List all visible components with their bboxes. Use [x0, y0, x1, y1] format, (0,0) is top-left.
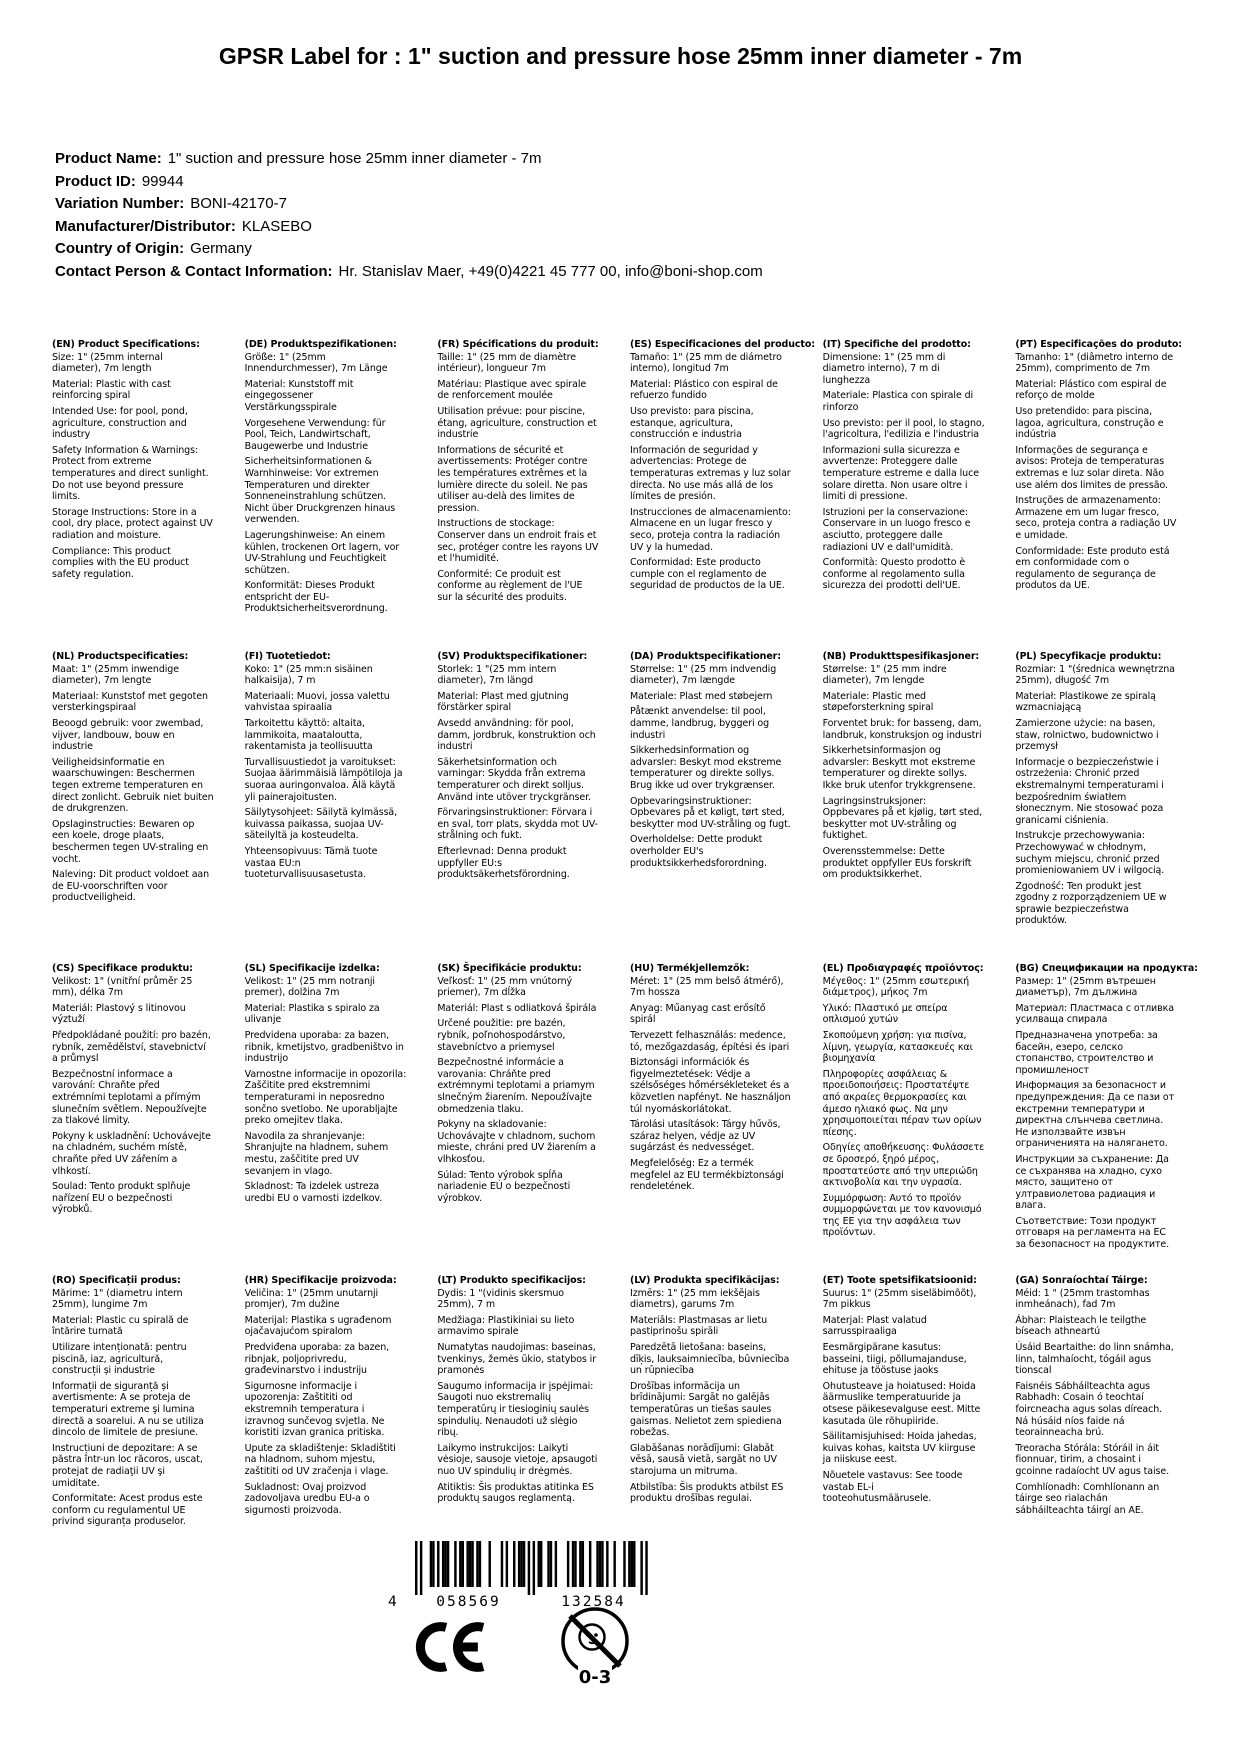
spec-block-pl [1015, 651, 1177, 963]
spec-paragraph: Předpokládané použití: pro bazén, rybník, zemědělství, stavebnictví a průmysl [52, 1029, 211, 1065]
barcode-digit-group-right: 132584 [561, 1594, 626, 1610]
barcode-digit-group-left: 058569 [436, 1594, 501, 1610]
spec-paragraph: Materiale: Plast med støbejern [630, 690, 773, 702]
spec-paragraph: Suurus: 1" (25mm siseläbimõõt), 7m pikkus [822, 1287, 977, 1311]
spec-block-en [52, 339, 214, 651]
spec-paragraph: Uso previsto: per il pool, lo stagno, l'agricoltura, l'edilizia e l'industria [822, 417, 985, 441]
spec-paragraph: Materjal: Plast valatud sarrusspiraaliga [822, 1314, 927, 1338]
spec-heading: (LT) Produkto specifikacijos: [437, 1275, 586, 1286]
spec-paragraph: Συμμόρφωση: Αυτό το προϊόν συμμορφώνεται με τον κανονισμό της ΕΕ για την ασφάλεια των προϊόντων. [822, 1192, 982, 1239]
spec-block-et [823, 1275, 985, 1587]
spec-paragraph: Predvidena uporaba: za bazen, ribnik, kmetijstvo, gradbeništvo in industrijo [244, 1029, 404, 1065]
spec-paragraph: Informações de segurança e avisos: Proteja de temperaturas extremas e luz solar direta. Não use além dos limites de pressão. [1015, 444, 1168, 491]
spec-paragraph: Lagerungshinweise: An einem kühlen, trockenen Ort lagern, vor UV-Strahlung und Feuchtigkeit schützen. [244, 529, 400, 576]
spec-paragraph: Инструкции за съхранение: Да се съхранява на хладно, сухо място, защитено от ултравиолетова радиация и влага. [1015, 1153, 1169, 1212]
spec-paragraph: Tamaño: 1" (25 mm de diámetro interno), longitud 7m [630, 351, 782, 375]
spec-paragraph: Tarkoitettu käyttö: altaita, lammikoita, maataloutta, rakentamista ja teollisuutta [244, 717, 373, 753]
spec-heading: (SK) Špecifikácie produktu: [437, 963, 582, 974]
spec-paragraph: Naleving: Dit product voldoet aan de EU-voorschriften voor productveiligheid. [52, 869, 210, 904]
spec-block-nb [823, 651, 985, 963]
spec-paragraph: Dydis: 1 "(vidinis skersmuo 25mm), 7 m [437, 1287, 565, 1311]
spec-heading: (SL) Specifikacije izdelka: [244, 963, 380, 974]
spec-paragraph: Υλικό: Πλαστικό με σπείρα οπλισμού χυτών [822, 1002, 948, 1026]
spec-block-bg [1015, 963, 1198, 1275]
spec-paragraph: Material: Kunststoff mit eingegossener Verstärkungsspirale [244, 378, 354, 413]
spec-paragraph: Material: Plastic cu spirală de întărire turnată [52, 1314, 189, 1338]
spec-paragraph: Размер: 1" (25mm вътрешен диаметър), 7m дължина [1015, 975, 1156, 999]
spec-paragraph: Conformità: Questo prodotto è conforme al regolamento sulla sicurezza dei prodotti dell'UE. [822, 557, 966, 592]
spec-paragraph: Förvaringsinstruktioner: Förvara i en sval, torr plats, skydda mot UV-strålning och fukt. [437, 807, 598, 842]
spec-heading: (BG) Спецификации на продукта: [1015, 963, 1198, 974]
spec-paragraph: Tervezett felhasználás: medence, tó, mezőgazdaság, építési és ipari [630, 1029, 790, 1053]
spec-paragraph: Sukladnost: Ovaj proizvod zadovoljava uredbu EU-a o sigurnosti proizvoda. [244, 1481, 370, 1516]
spec-paragraph: Utilizare intenționată: pentru piscină, iaz, agricultură, construcții și industrie [52, 1341, 187, 1377]
spec-paragraph: Utilisation prévue: pour piscine, étang, agriculture, construction et industrie [437, 405, 597, 441]
spec-paragraph: Varnostne informacije in opozorila: Zaščitite pred ekstremnimi temperaturami in neposredno sončno svetlobo. Ne uporabljajte preko omejitev tlaka. [244, 1068, 407, 1127]
spec-paragraph: Dimensione: 1" (25 mm di diametro interno), 7 m di lunghezza [822, 351, 946, 386]
spec-paragraph: Skladnost: Ta izdelek ustreza uredbi EU o varnosti izdelkov. [244, 1181, 383, 1204]
spec-paragraph: Información de seguridad y advertencias: Protege de temperaturas extremas y luz solar directa. No use más allá de los límites de presión. [630, 444, 791, 503]
info-label: Manufacturer/Distributor: [55, 217, 236, 235]
spec-paragraph: Materiale: Plastic med støpeforsterkning spiral [822, 690, 934, 714]
info-value: KLASEBO [241, 217, 312, 235]
spec-paragraph: Størrelse: 1" (25 mm indvendig diameter), 7m længde [630, 663, 777, 687]
spec-paragraph: Material: Plástico con espiral de refuerzo fundido [630, 378, 778, 402]
barcode [415, 1541, 648, 1600]
spec-paragraph: Nõuetele vastavus: See toode vastab EL-i tooteohutusmäärusele. [822, 1469, 963, 1505]
spec-paragraph: Istruzioni per la conservazione: Conservare in un luogo fresco e asciutto, proteggere dalle radiazioni UV e dall'umidità. [822, 506, 971, 553]
spec-paragraph: Materiaal: Kunststof met gegoten versterkingspiraal [52, 690, 208, 714]
spec-paragraph: Instruções de armazenamento: Armazene em um lugar fresco, seco, proteja contra a radiação UV e umidade. [1015, 495, 1177, 541]
spec-paragraph: Påtænkt anvendelse: til pool, damme, landbrug, byggeri og industri [630, 706, 770, 741]
spec-paragraph: Uso previsto: para piscina, estanque, agricultura, construcción e industria [630, 405, 754, 441]
spec-block-es [630, 339, 815, 651]
spec-paragraph: Avsedd användning: för pool, damm, jordbruk, konstruktion och industri [437, 717, 596, 753]
spec-paragraph: Materiāls: Plastmasas ar lietu pastiprinošu spirāli [630, 1314, 768, 1338]
info-row [55, 171, 763, 194]
page-title-text: GPSR Label for : 1" suction and pressure hose 25mm inner diameter - 7m [218, 43, 1023, 69]
spec-paragraph: Säilitamisjuhised: Hoida jahedas, kuivas kohas, kaitsta UV kiirguse ja niiskuse eest. [822, 1431, 977, 1466]
spec-paragraph: Materiaali: Muovi, jossa valettu vahvistaa spiraalia [244, 690, 390, 714]
spec-paragraph: Paredzētā lietošana: baseins, dīķis, lauksaimniecība, būvniecība un rūpniecība [630, 1341, 790, 1377]
spec-heading: (RO) Specificații produs: [52, 1275, 181, 1286]
spec-paragraph: Instructions de stockage: Conserver dans un endroit frais et sec, protéger contre les rayons UV et l'humidité. [437, 518, 599, 565]
spec-paragraph: Navodila za shranjevanje: Shranjujte na hladnem, suhem mestu, zaščitite pred UV sevanjem in vlago. [244, 1130, 389, 1177]
spec-paragraph: Anyag: Műanyag cast erősítő spirál [630, 1002, 766, 1026]
spec-paragraph: Материал: Пластмаса с отливка усилваща спирала [1015, 1002, 1174, 1026]
spec-paragraph: Overholdelse: Dette produkt overholder EU's produktsikkerhedsforordning. [630, 834, 767, 869]
spec-heading: (HR) Specifikacije proizvoda: [244, 1275, 397, 1286]
spec-paragraph: Megfelelőség: Ez a termék megfelel az EU termékbiztonsági rendeletének. [630, 1157, 784, 1193]
info-row [55, 261, 763, 284]
spec-block-pt [1015, 339, 1183, 651]
spec-paragraph: Zamierzone użycie: na basen, staw, rolnictwo, budownictwo i przemysł [1015, 717, 1159, 753]
spec-heading: (HU) Termékjellemzők: [630, 963, 750, 974]
spec-paragraph: Съответствие: Този продукт отговаря на регламента на ЕС за безопасност на продуктите. [1015, 1215, 1170, 1251]
spec-block-el [823, 963, 985, 1275]
spec-paragraph: Tamanho: 1" (diâmetro interno de 25mm), comprimento de 7m [1015, 351, 1174, 375]
info-value: Hr. Stanislav Maer, +49(0)4221 45 777 00, info@boni-shop.com [338, 262, 763, 280]
spec-heading: (PL) Specyfikacje produktu: [1015, 651, 1162, 662]
spec-paragraph: Bezpečnostní informace a varování: Chraňte před extrémními teplotami a přímým slunečním světlem. Nepoužívejte za tlakové limity. [52, 1068, 207, 1127]
spec-paragraph: Pokyny na skladovanie: Uchovávajte v chladnom, suchom mieste, chráni pred UV žiarením a vlhkosťou. [437, 1119, 596, 1165]
info-value: 99944 [141, 172, 184, 190]
spec-paragraph: Méid: 1 " (25mm trastomhas inmheánach), fad 7m [1015, 1287, 1150, 1311]
page-title [0, 42, 1241, 71]
spec-paragraph: Größe: 1" (25mm Innendurchmesser), 7m Länge [244, 351, 388, 375]
spec-heading: (NL) Productspecificaties: [52, 651, 189, 662]
info-label: Product ID: [55, 172, 136, 190]
spec-paragraph: Vorgesehene Verwendung: für Pool, Teich, Landwirtschaft, Baugewerbe und Industrie [244, 417, 386, 452]
spec-paragraph: Veľkosť: 1" (25 mm vnútorný priemer), 7m dĺžka [437, 975, 573, 999]
spec-paragraph: Μέγεθος: 1" (25mm εσωτερική διάμετρος), μήκος 7m [822, 975, 970, 999]
spec-paragraph: Pokyny k uskladnění: Uchovávejte na chladném, suchém místě, chraňte před UV zářením a vlhkostí. [52, 1130, 211, 1177]
spec-paragraph: Určené použitie: pre bazén, rybník, poľnohospodárstvo, stavebníctvo a priemysel [437, 1018, 566, 1053]
info-label: Contact Person & Contact Information: [55, 262, 333, 280]
info-label: Variation Number: [55, 195, 185, 212]
spec-block-cs [52, 963, 214, 1275]
spec-paragraph: Efterlevnad: Denna produkt uppfyller EU:s produktsäkerhetsförordning. [437, 845, 570, 881]
info-value: BONI-42170-7 [190, 195, 287, 212]
spec-paragraph: Säilytysohjeet: Säilytä kylmässä, kuivassa paikassa, suojaa UV-säteilyltä ja kosteudelta. [244, 807, 398, 842]
spec-paragraph: Uso pretendido: para piscina, lagoa, agricultura, construção e indústria [1015, 405, 1164, 441]
spec-paragraph: Treoracha Stórála: Stóráil in áit fionnuar, tirim, a chosaint i gcoinne radaíocht UV agus taise. [1015, 1442, 1170, 1477]
info-label: Country of Origin: [55, 240, 185, 257]
spec-paragraph: Saugumo informacija ir įspėjimai: Saugoti nuo ekstremalių temperatūrų ir tiesioginių saulės spindulių. Nenaudoti už slėgio ribų. [437, 1380, 594, 1439]
spec-paragraph: Predviđena uporaba: za bazen, ribnjak, poljoprivredu, građevinarstvo i industriju [244, 1341, 390, 1377]
spec-block-hr [245, 1275, 407, 1587]
spec-paragraph: Material: Plástico com espiral de reforço de molde [1015, 378, 1167, 402]
info-label: Product Name: [55, 150, 162, 167]
spec-paragraph: Ábhar: Plaisteach le teilgthe bíseach athneartú [1015, 1314, 1147, 1338]
spec-paragraph: Sikkerhedsinformation og advarsler: Beskyt mod ekstreme temperaturer og direkte sollys. Brug ikke ud over trykgrænser. [630, 745, 782, 791]
spec-paragraph: Instrucțiuni de depozitare: A se păstra într-un loc răcoros, uscat, protejat de radiaţii UV şi umiditate. [52, 1442, 203, 1489]
spec-block-sk [437, 963, 599, 1275]
spec-paragraph: Πληροφορίες ασφάλειας & προειδοποιήσεις: Προστατέψτε από ακραίες θερμοκρασίες και άμεσο ηλιακό φως. Να μην χρησιμοποιείται πέραν των ορίων πίεσης. [822, 1068, 982, 1138]
barcode-digit-first: 4 [388, 1594, 399, 1610]
spec-paragraph: Materiál: Plast s odliatková špirála [437, 1002, 597, 1014]
spec-paragraph: Medžiaga: Plastikiniai su lieto armavimo spirale [437, 1314, 575, 1338]
spec-paragraph: Súlad: Tento výrobok spĺňa nariadenie EÚ o bezpečnosti výrobkov. [437, 1169, 571, 1204]
spec-paragraph: Konformität: Dieses Produkt entspricht der EU-Produktsicherheitsverordnung. [244, 580, 388, 615]
spec-block-nl [52, 651, 214, 963]
spec-block-da [630, 651, 792, 963]
spec-block-fi [245, 651, 407, 963]
spec-paragraph: Turvallisuustiedot ja varoitukset: Suojaa äärimmäisiä lämpötiloja ja suoraa auringonvaloa. Älä käytä yli painerajoitusten. [244, 756, 403, 803]
spec-heading: (ES) Especificaciones del producto: [630, 339, 815, 350]
spec-heading: (FI) Tuotetiedot: [244, 651, 331, 662]
spec-paragraph: Lagringsinstruksjoner: Oppbevares på et kjølig, tørt sted, beskytter mot UV-stråling og fuktighet. [822, 795, 983, 842]
spec-paragraph: Rozmiar: 1 "(średnica wewnętrzna 25mm), długość 7m [1015, 663, 1175, 687]
spec-paragraph: Maat: 1" (25mm inwendige diameter), 7m lengte [52, 663, 179, 687]
spec-paragraph: Informations de sécurité et avertissements: Protéger contre les températures extrêmes et la lumière directe du soleil. Ne pas utiliser au-delà des limites de pression. [437, 444, 588, 514]
spec-paragraph: Informazioni sulla sicurezza e avvertenze: Proteggere dalle temperature estreme e dalla luce solare diretta. Non usare oltre i limiti di pressione. [822, 444, 979, 503]
spec-paragraph: Atitiktis: Šis produktas atitinka ES produktų saugos reglamentą. [437, 1481, 594, 1505]
spec-paragraph: Material: Plastika s spiralo za ulivanje [244, 1002, 380, 1026]
specs-grid [52, 339, 1198, 1587]
spec-paragraph: Storage Instructions: Store in a cool, dry place, protect against UV radiation and moisture. [52, 506, 213, 541]
spec-block-fr [437, 339, 599, 651]
spec-paragraph: Sikkerhetsinformasjon og advarsler: Beskytt mot ekstreme temperaturer og direkte sollys. Ikke bruk utenfor trykkgrensene. [822, 745, 976, 791]
spec-paragraph: Intended Use: for pool, pond, agriculture, construction and industry [52, 405, 188, 441]
spec-paragraph: Mărime: 1" (diametru intern 25mm), lungime 7m [52, 1287, 183, 1311]
spec-paragraph: Yhteensopivuus: Tämä tuote vastaa EU:n tuoteturvallisuusasetusta. [244, 845, 378, 881]
age-warning-icon [556, 1604, 634, 1695]
ce-mark-icon [404, 1616, 488, 1683]
spec-paragraph: Biztonsági információk és figyelmeztetések: Védje a szélsőséges hőmérsékleteket és a közvetlen napfényt. Ne használjon túl nyomáskorlátokat. [630, 1057, 791, 1115]
spec-heading: (EL) Προδιαγραφές προϊόντος: [822, 963, 984, 974]
spec-paragraph: Matériau: Plastique avec spirale de renforcement moulée [437, 378, 587, 402]
spec-paragraph: Izmērs: 1" (25 mm iekšējais diametrs), garums 7m [630, 1287, 760, 1311]
info-value: Germany [190, 240, 252, 257]
info-row [55, 148, 763, 171]
spec-heading: (EN) Product Specifications: [52, 339, 200, 350]
spec-paragraph: Overensstemmelse: Dette produktet oppfyller EUs forskrift om produktsikkerhet. [822, 845, 972, 881]
spec-paragraph: Velikost: 1" (vnitřní průměr 25 mm), délka 7m [52, 975, 193, 999]
spec-block-it [823, 339, 985, 651]
spec-block-sv [437, 651, 599, 963]
product-info [55, 148, 763, 283]
age-warning-label: 0-3 [578, 1667, 612, 1688]
spec-paragraph: Σκοπούμενη χρήση: για πισίνα, λίμνη, γεωργία, κατασκευές και βιομηχανία [822, 1029, 973, 1065]
info-value: 1" suction and pressure hose 25mm inner diameter - 7m [167, 150, 542, 167]
spec-heading: (DA) Produktspecifikationer: [630, 651, 781, 662]
spec-heading: (GA) Sonraíochtaí Táirge: [1015, 1275, 1148, 1286]
spec-paragraph: Sicherheitsinformationen & Warnhinweise: Vor extremen Temperaturen und direkter Sonneneinstrahlung schützen. Nicht über Druckgrenzen hinaus verwenden. [244, 456, 396, 526]
spec-paragraph: Materiál: Plastový s litinovou výztuží [52, 1002, 186, 1026]
spec-paragraph: Upute za skladištenje: Skladištiti na hladnom, suhom mjestu, zaštititi od UV zračenja i vlage. [244, 1442, 396, 1477]
spec-paragraph: Materiale: Plastica con spirale di rinforzo [822, 390, 974, 413]
spec-block-sl [245, 963, 407, 1275]
spec-paragraph: Veličina: 1" (25mm unutarnji promjer), 7m dužine [244, 1287, 379, 1311]
spec-paragraph: Material: Plast med gjutning förstärker spiral [437, 690, 569, 714]
spec-paragraph: Οδηγίες αποθήκευσης: Φυλάσσετε σε δροσερό, ξηρό μέρος, προστατεύστε από την υπεριώδη ακτινοβολία και την υγρασία. [822, 1142, 985, 1189]
spec-paragraph: Informacje o bezpieczeństwie i ostrzeżenia: Chronić przed ekstremalnymi temperaturami i bezpośrednim światłem słonecznym. Nie stosować poza granicami ciśnienia. [1015, 756, 1164, 826]
spec-paragraph: Bezpečnostné informácie a varovania: Chráňte pred extrémnymi teplotami a priamym slnečným žiarením. Nepoužívajte obmedzenia tlaku. [437, 1057, 595, 1115]
spec-heading: (LV) Produkta specifikācijas: [630, 1275, 780, 1286]
spec-paragraph: Sigurnosne informacije i upozorenja: Zaštititi od ekstremnih temperatura i izravnog sunčevog svjetla. Ne koristiti izvan granica pritiska. [244, 1380, 385, 1439]
spec-paragraph: Materijal: Plastika s ugrađenom ojačavajućom spiralom [244, 1314, 392, 1338]
spec-paragraph: Størrelse: 1" (25 mm indre diameter), 7m lengde [822, 663, 947, 687]
spec-paragraph: Compliance: This product complies with the EU product safety regulation. [52, 545, 189, 580]
spec-paragraph: Zgodność: Ten produkt jest zgodny z rozporządzeniem UE w sprawie bezpieczeństwa produktów. [1015, 880, 1167, 927]
spec-paragraph: Tárolási utasítások: Tárgy hűvös, száraz helyen, védje az UV sugárzást és nedvességet. [630, 1119, 781, 1154]
spec-paragraph: Instrukcje przechowywania: Przechowywać w chłodnym, suchym miejscu, chronić przed promieniowaniem UV i wilgocią. [1015, 830, 1165, 877]
spec-paragraph: Beoogd gebruik: voor zwembad, vijver, landbouw, bouw en industrie [52, 717, 204, 753]
spec-paragraph: Drošības informācija un brīdinājumi: Sargāt no galējās temperatūras un tiešas saules gaismas. Nelietot zem spiediena robežas. [630, 1380, 782, 1439]
spec-paragraph: Informații de siguranță și avertismente: A se proteja de temperaturi extreme şi lumina directă a soarelui. A nu se utiliza dincolo de limitele de presiune. [52, 1380, 204, 1439]
spec-paragraph: Comhlíonadh: Comhlíonann an táirge seo rialachán sábháilteachta táirgí an AE. [1015, 1481, 1160, 1516]
spec-paragraph: Safety Information & Warnings: Protect from extreme temperatures and direct sunlight. Do not use beyond pressure limits. [52, 444, 209, 503]
spec-paragraph: Méret: 1" (25 mm belső átmérő), 7m hossza [630, 975, 784, 999]
info-row [55, 238, 763, 261]
spec-paragraph: Faisnéis Sábháilteachta agus Rabhadh: Cosain ó teochtaí foircneacha agus solas díreach. Ná húsáid níos faide ná teorainneacha brú. [1015, 1380, 1163, 1439]
spec-paragraph: Conformité: Ce produit est conforme au règlement de l'UE sur la sécurité des produits. [437, 568, 583, 603]
spec-paragraph: Materiał: Plastikowe ze spiralą wzmacniającą [1015, 690, 1156, 714]
info-row [55, 193, 763, 216]
spec-paragraph: Forventet bruk: for basseng, dam, landbruk, konstruksjon og industri [822, 717, 982, 741]
spec-paragraph: Material: Plastic with cast reinforcing spiral [52, 378, 171, 402]
spec-paragraph: Ohutusteave ja hoiatused: Hoida äärmuslike temperatuuride ja otsese päikesevalguse eest. Mitte kasutada üle rõhupiiride. [822, 1380, 981, 1427]
spec-paragraph: Conformidad: Este producto cumple con el reglamento de seguridad de productos de la UE. [630, 557, 785, 592]
spec-paragraph: Taille: 1" (25 mm de diamètre intérieur), longueur 7m [437, 351, 576, 375]
spec-paragraph: Storlek: 1 "(25 mm intern diameter), 7m längd [437, 663, 557, 687]
spec-paragraph: Úsáid Beartaithe: do linn snámha, linn, talmhaíocht, tógáil agus tionscal [1015, 1341, 1174, 1377]
spec-paragraph: Eesmärgipärane kasutus: basseini, tiigi, põllumajanduse, ehituse ja tööstuse jaoks [822, 1341, 967, 1377]
spec-heading: (SV) Produktspecifikationer: [437, 651, 588, 662]
spec-paragraph: Atbilstība: Šis produkts atbilst ES produktu drošības regulai. [630, 1481, 784, 1505]
spec-paragraph: Conformitate: Acest produs este conform cu regulamentul UE privind siguranța produselor. [52, 1493, 203, 1528]
spec-block-hu [630, 963, 792, 1275]
barcode-bars [415, 1541, 648, 1595]
spec-paragraph: Soulad: Tento produkt splňuje nařízení EU o bezpečnosti výrobků. [52, 1181, 191, 1216]
spec-heading: (NB) Produkttspesifikasjoner: [822, 651, 980, 662]
spec-paragraph: Velikost: 1" (25 mm notranji premer), dolžina 7m [244, 975, 375, 999]
spec-paragraph: Numatytas naudojimas: baseinas, tvenkinys, žemės ūkio, statybos ir pramonės [437, 1341, 597, 1377]
spec-paragraph: Информация за безопасност и предупреждения: Да се пази от екстремни температури и директна слънчева светлина. Не използвайте извън ограниченията на налягането. [1015, 1080, 1175, 1150]
spec-paragraph: Size: 1" (25mm internal diameter), 7m length [52, 351, 163, 375]
spec-paragraph: Instrucciones de almacenamiento: Almacene en un lugar fresco y seco, proteja contra la radiación UV y la humedad. [630, 506, 791, 553]
spec-paragraph: Opbevaringsinstruktioner: Opbevares på et køligt, tørt sted, beskytter mod UV-stråling og fugt. [630, 795, 791, 830]
spec-paragraph: Conformidade: Este produto está em conformidade com o regulamento de segurança de produtos da UE. [1015, 545, 1170, 592]
spec-block-de [245, 339, 407, 651]
spec-paragraph: Предназначена употреба: за басейн, езеро, селско стопанство, строителство и промишленост [1015, 1029, 1158, 1076]
spec-block-ro [52, 1275, 214, 1587]
spec-heading: (PT) Especificações do produto: [1015, 339, 1183, 350]
info-row [55, 216, 763, 239]
spec-heading: (IT) Specifiche del prodotto: [822, 339, 971, 350]
spec-paragraph: Koko: 1" (25 mm:n sisäinen halkaisija), 7 m [244, 663, 373, 687]
spec-paragraph: Glabāšanas norādījumi: Glabāt vēsā, sausā vietā, sargāt no UV starojuma un mitruma. [630, 1442, 777, 1477]
spec-heading: (DE) Produktspezifikationen: [244, 339, 397, 350]
spec-paragraph: Opslaginstructies: Bewaren op een koele, droge plaats, beschermen tegen UV-straling en vocht. [52, 818, 209, 865]
spec-paragraph: Säkerhetsinformation och varningar: Skydda från extrema temperaturer och direkt solljus. Använd inte utöver tryckgränser. [437, 756, 591, 803]
spec-block-ga [1015, 1275, 1177, 1587]
spec-heading: (ET) Toote spetsifikatsioonid: [822, 1275, 977, 1286]
spec-heading: (CS) Specifikace produktu: [52, 963, 193, 974]
spec-paragraph: Laikymo instrukcijos: Laikyti vėsioje, sausoje vietoje, apsaugoti nuo UV spindulių ir drėgmės. [437, 1442, 598, 1477]
spec-heading: (FR) Spécifications du produit: [437, 339, 599, 350]
spec-block-lv [630, 1275, 792, 1587]
spec-paragraph: Veiligheidsinformatie en waarschuwingen: Beschermen tegen extreme temperaturen en direct zonlicht. Gebruik niet buiten de drukgrenzen. [52, 756, 214, 815]
